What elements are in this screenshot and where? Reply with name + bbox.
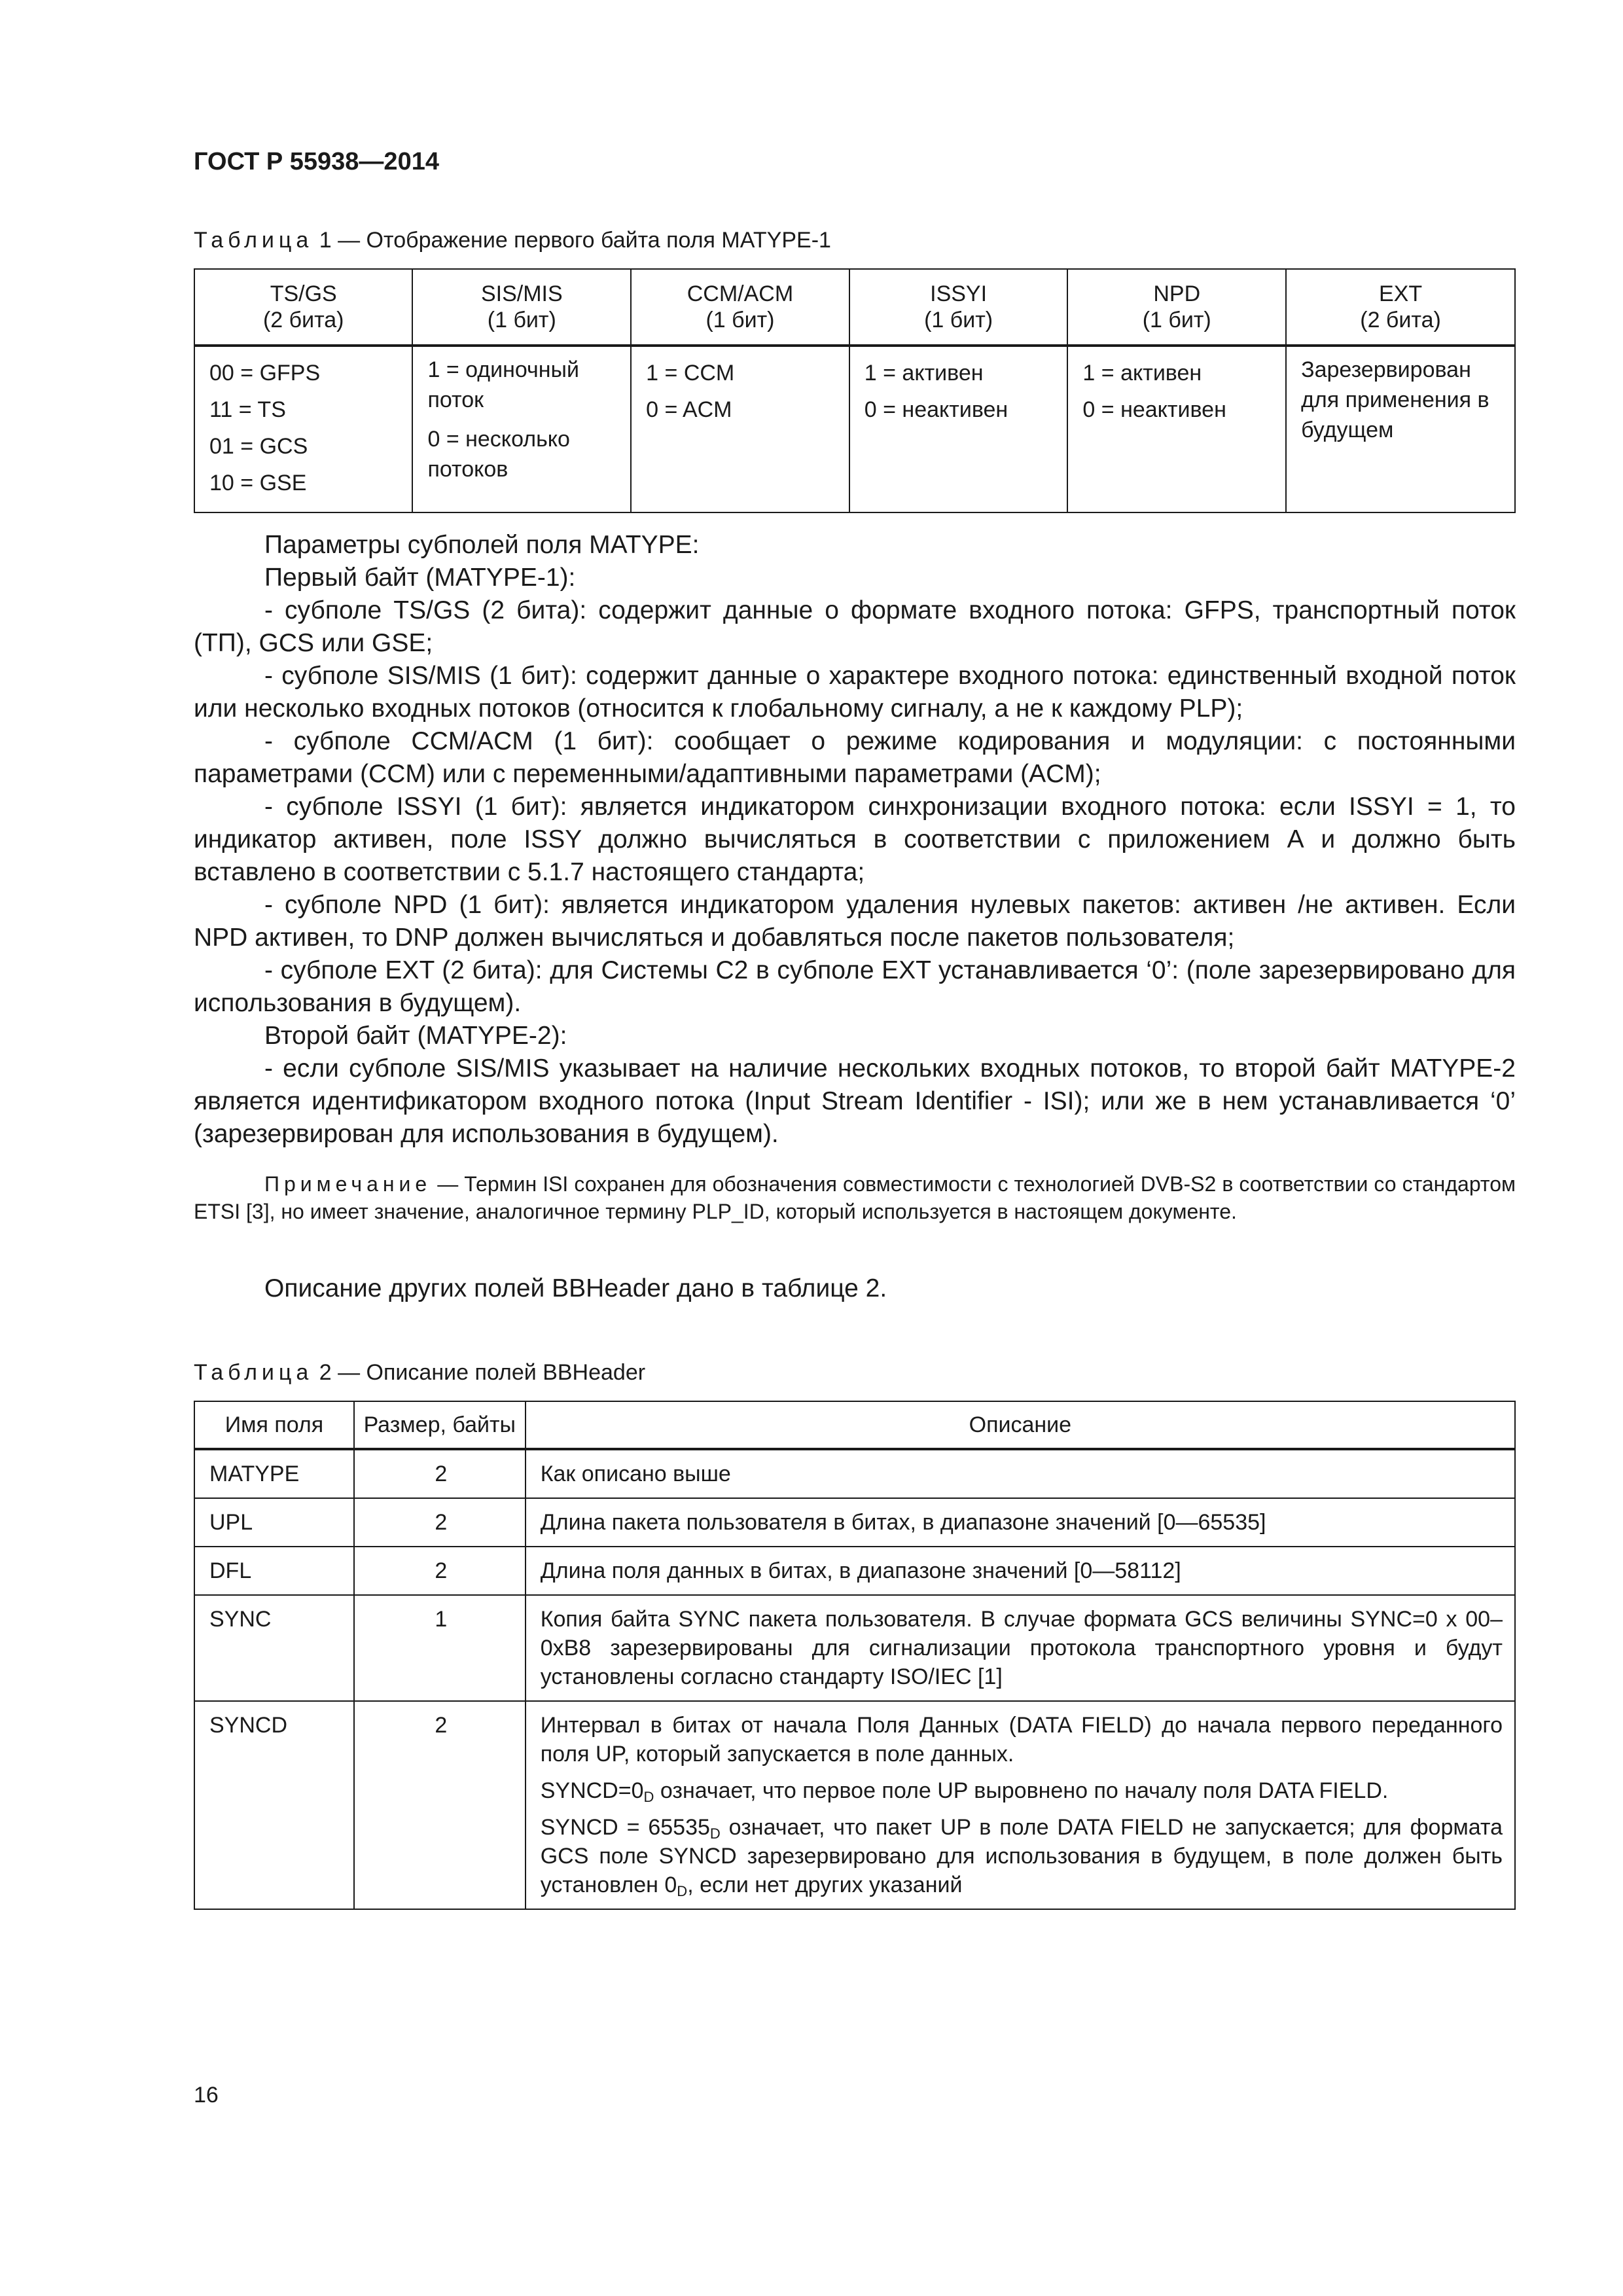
field-size: 2 <box>354 1449 526 1498</box>
syncd-description-1: Интервал в битах от начала Поля Данных (DATA FIELD) до начала первого переданного поля UP, который запускается в поле данных. <box>540 1713 1503 1767</box>
paragraph: - субполе SIS/MIS (1 бит): содержит данные о характере входного потока: единственный входной поток или несколько входных потоков (относится к глобальному сигналу, а не к каждому PLP); <box>194 662 1516 723</box>
table1-header-npd: NPD (1 бит) <box>1067 269 1286 346</box>
table2-header-size: Размер, байты <box>354 1401 526 1449</box>
table-row <box>194 1547 1515 1595</box>
table1-cell-tsgs: 00 = GFPS 11 = TS 01 = GCS 10 = GSE <box>194 346 412 512</box>
syncd-description-3: SYNCD = $65535_D$ означает, что пакет UP в поле DATA FIELD не запускается; для формата GCS поле SYNCD зарезервировано для использования в будущем, в поле должен быть установлен $0_D$, если нет других указаний <box>540 1815 1503 1899</box>
table1-caption-text: 1 — Отображение первого байта поля MATYPE-1 <box>313 228 831 253</box>
field-description: Длина пакета пользователя в битах, в диапазоне значений [0—65535] <box>526 1498 1515 1547</box>
paragraph: - субполе ISSYI (1 бит): является индикатором синхронизации входного потока: если ISSYI = 1, то индикатор активен, поле ISSY должно вычисляться в соответствии с приложением А и должно быть вставлено в соответствии с 5.1.7 настоящего стандарта; <box>194 793 1516 886</box>
paragraph: Второй байт (MATYPE-2): <box>264 1022 567 1050</box>
field-size: 2 <box>354 1498 526 1547</box>
body-text-2 <box>194 1272 1516 1305</box>
table1-cell-sismis: 1 = одиночный поток 0 = несколько потоков <box>412 346 631 512</box>
field-description: Копия байта SYNC пакета пользователя. В случае формата GCS величины SYNC=0 x 00–0xB8 зарезервированы для сигнализации протокола транспортного уровня и будут установлены согласно стандарту ISO/IEC [1] <box>526 1595 1515 1701</box>
page-number: 16 <box>194 2083 219 2108</box>
paragraph: Параметры субполей поля MATYPE: <box>264 531 700 559</box>
syncd-description-2: $SYNCD=0_D$ означает, что первое поле UP выровнено по началу поля DATA FIELD. <box>540 1778 1389 1805</box>
field-name: DFL <box>194 1547 354 1595</box>
table1 <box>194 268 1516 513</box>
paragraph: Описание других полей BBHeader дано в таблице 2. <box>264 1274 887 1302</box>
field-name: MATYPE <box>194 1449 354 1498</box>
table2-caption <box>194 1360 645 1386</box>
paragraph: - субполе TS/GS (2 бита): содержит данные о формате входного потока: GFPS, транспортный поток (ТП), GCS или GSE; <box>194 596 1516 657</box>
table1-header-ext: EXT (2 бита) <box>1286 269 1515 346</box>
field-description: Как описано выше <box>526 1449 1515 1498</box>
note <box>194 1170 1516 1225</box>
paragraph: Первый байт (MATYPE-1): <box>264 564 576 592</box>
table1-header-ccmacm: CCM/ACM (1 бит) <box>631 269 849 346</box>
table-row <box>194 1701 1515 1909</box>
table1-header-sismis: SIS/MIS (1 бит) <box>412 269 631 346</box>
table2-header-description: Описание <box>526 1401 1515 1449</box>
table1-header-issyi: ISSYI (1 бит) <box>849 269 1068 346</box>
body-text <box>194 529 1516 1151</box>
table2 <box>194 1401 1516 1910</box>
table-row <box>194 1595 1515 1701</box>
field-description: Длина поля данных в битах, в диапазоне значений [0—58112] <box>526 1547 1515 1595</box>
table2-caption-prefix: Таблица <box>194 1360 313 1385</box>
note-prefix: Примечание <box>264 1172 432 1196</box>
table1-header-tsgs: TS/GS (2 бита) <box>194 269 412 346</box>
table2-header-name: Имя поля <box>194 1401 354 1449</box>
note-text: — Термин ISI сохранен для обозначения совместимости с технологией DVB-S2 в соответствии со стандартом ETSI [3], но имеет значение, аналогичное термину PLP_ID, который используется в настоящем документе. <box>194 1172 1516 1223</box>
field-size: 1 <box>354 1595 526 1701</box>
table2-caption-text: 2 — Описание полей BBHeader <box>313 1360 646 1385</box>
table1-cell-ccmacm: 1 = CCM 0 = ACM <box>631 346 849 512</box>
field-name: UPL <box>194 1498 354 1547</box>
document-header: ГОСТ Р 55938—2014 <box>194 148 439 175</box>
table1-caption <box>194 228 831 253</box>
table-row <box>194 1449 1515 1498</box>
field-size: 2 <box>354 1547 526 1595</box>
table1-caption-prefix: Таблица <box>194 228 313 253</box>
field-name: SYNCD <box>194 1701 354 1909</box>
field-description <box>526 1701 1515 1909</box>
paragraph: - субполе CCM/ACM (1 бит): сообщает о режиме кодирования и модуляции: с постоянными параметрами (CCM) или с переменными/адаптивными параметрами (ACM); <box>194 727 1516 788</box>
field-size: 2 <box>354 1701 526 1909</box>
field-name: SYNC <box>194 1595 354 1701</box>
paragraph: - субполе NPD (1 бит): является индикатором удаления нулевых пакетов: активен /не активен. Если NPD активен, то DNP должен вычисляться и добавляться после пакетов пользователя; <box>194 891 1516 952</box>
table1-cell-issyi: 1 = активен 0 = неактивен <box>849 346 1068 512</box>
table1-cell-npd: 1 = активен 0 = неактивен <box>1067 346 1286 512</box>
table-row <box>194 1498 1515 1547</box>
paragraph: - если субполе SIS/MIS указывает на наличие нескольких входных потоков, то второй байт MATYPE-2 является идентификатором входного потока (Input Stream Identifier - ISI); или же в нем устанавливается ‘0’ (зарезервирован для использования в будущем). <box>194 1054 1516 1148</box>
paragraph: - субполе EXT (2 бита): для Системы С2 в субполе EXT устанавливается ‘0’: (поле зарезервировано для использования в будущем). <box>194 956 1516 1017</box>
table1-cell-ext: Зарезервирован для применения в будущем <box>1286 346 1515 512</box>
